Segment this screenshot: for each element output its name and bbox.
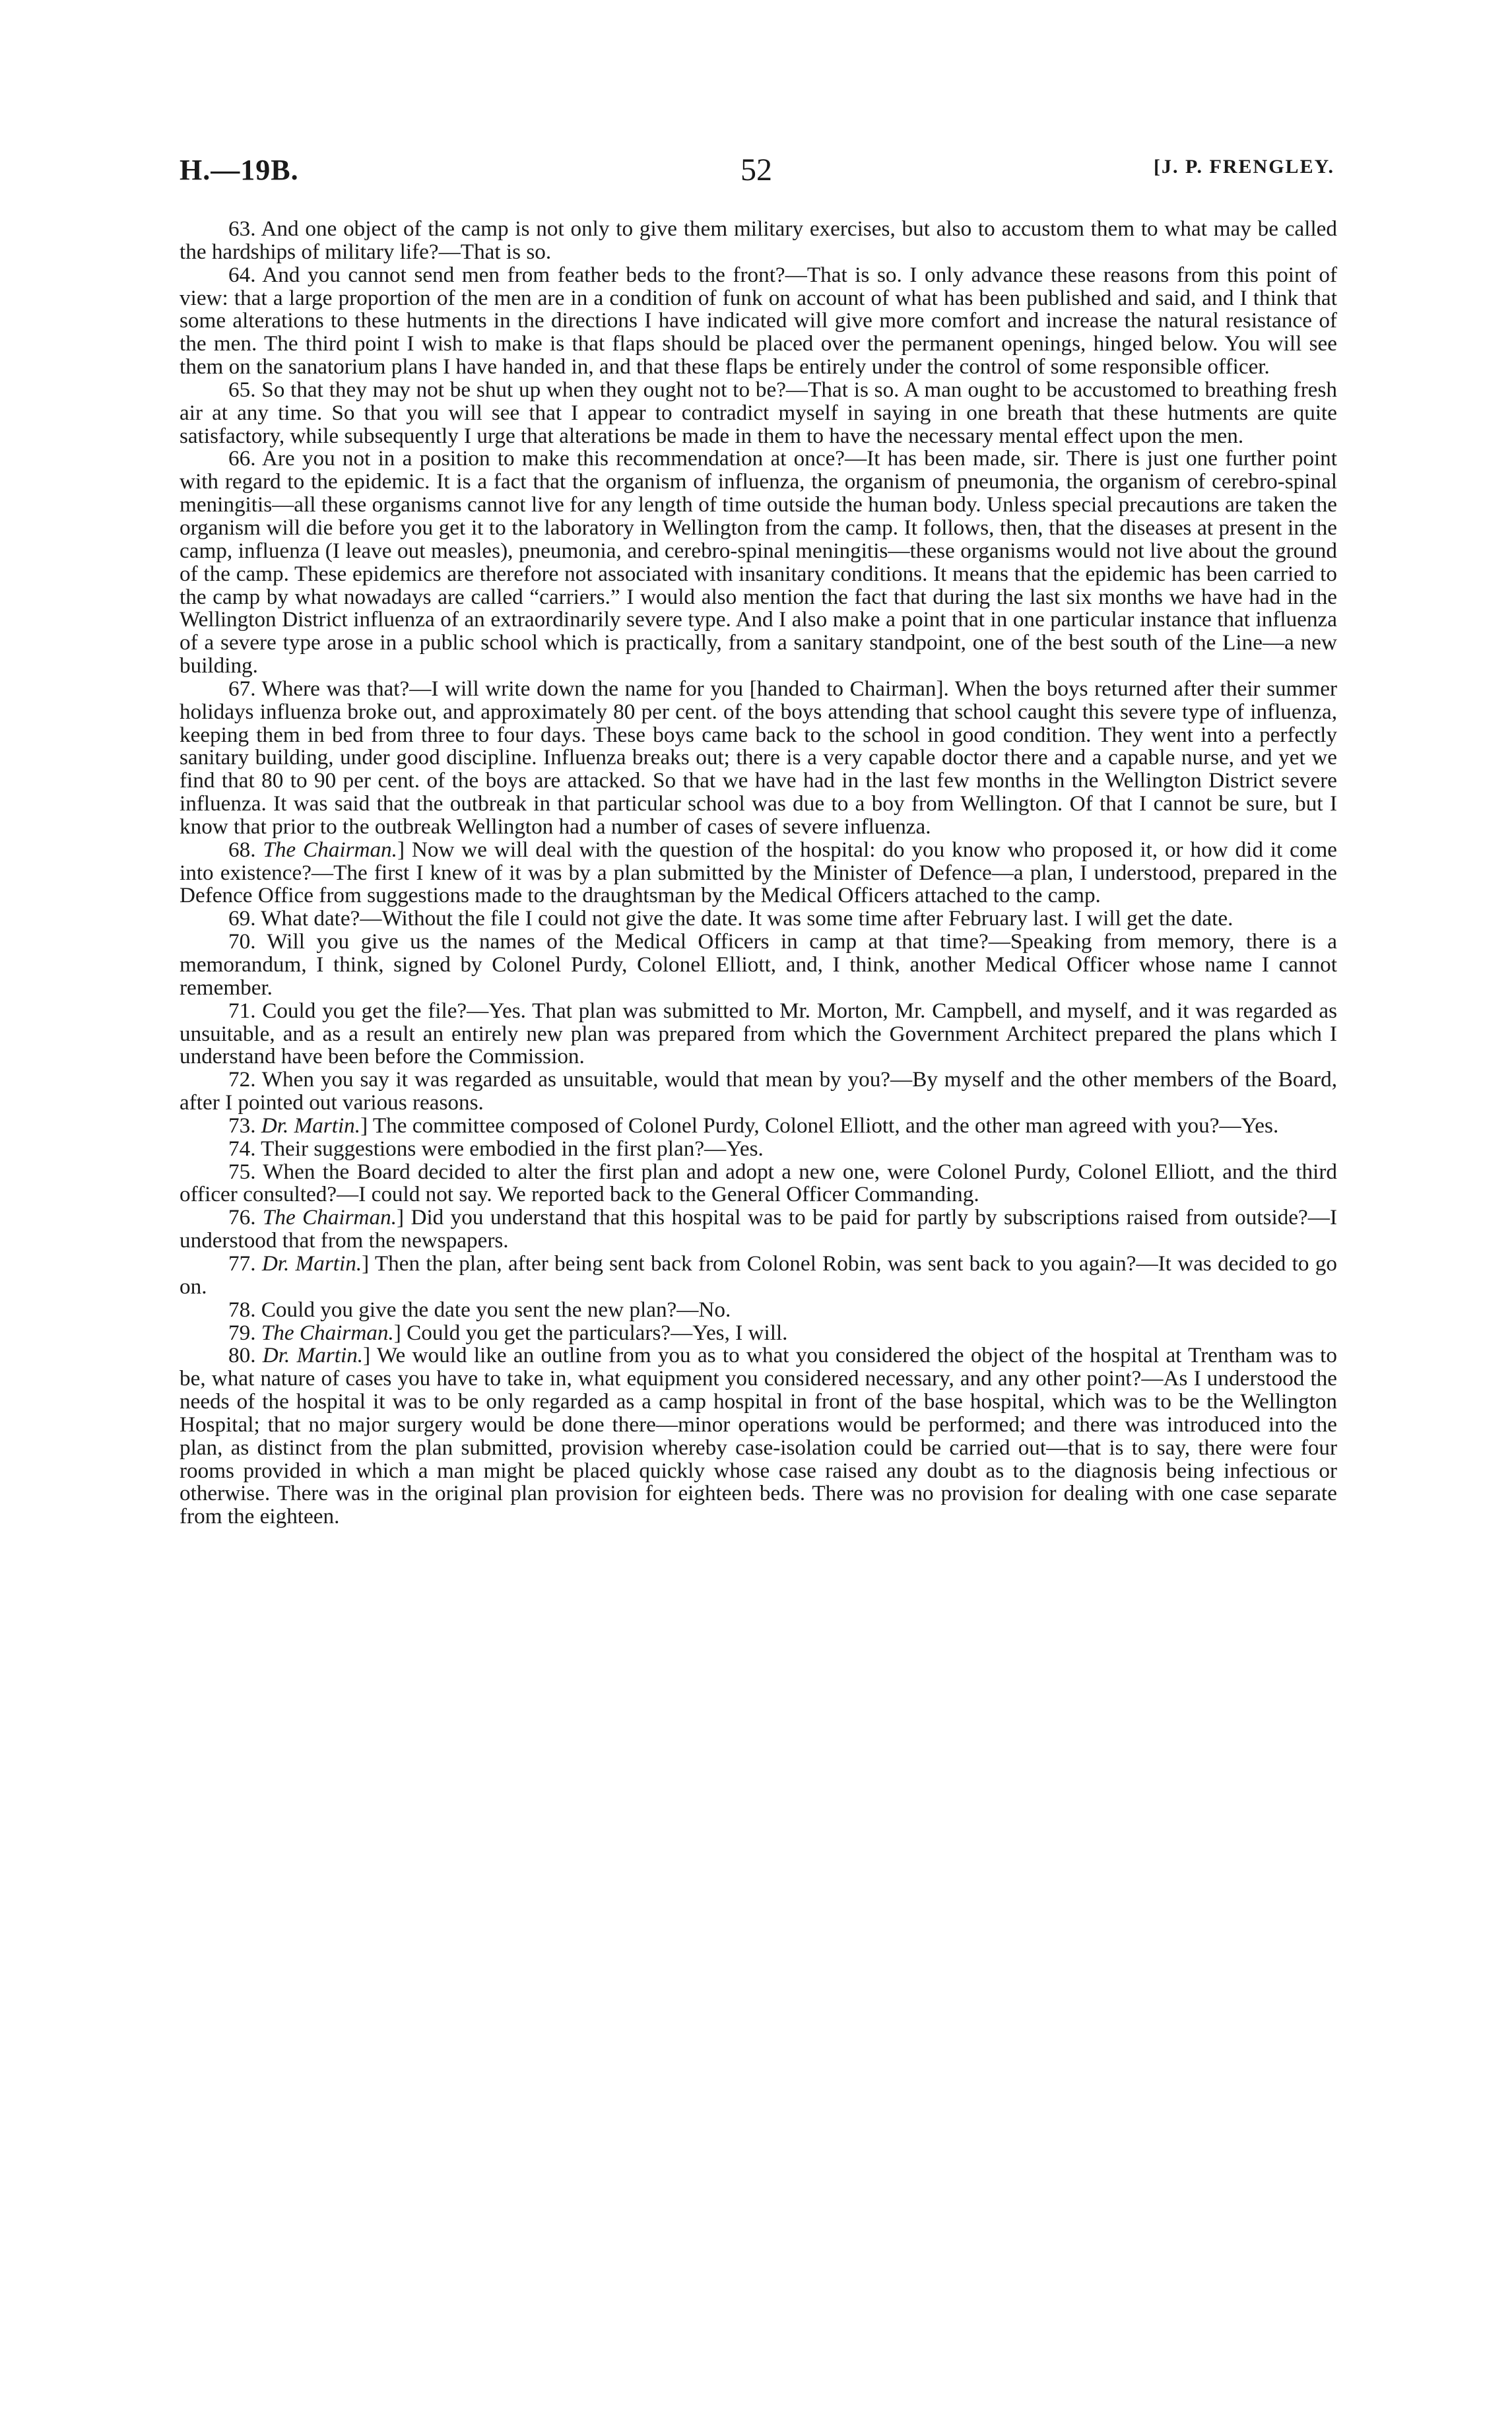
document-reference: H.—19B. xyxy=(180,154,299,186)
paragraph-text: ] Then the plan, after being sent back from Colonel Robin, was sent back to you again?—It was decided to go on. xyxy=(180,1251,1337,1299)
speaker-name: Dr. Martin. xyxy=(261,1251,362,1276)
testimony-paragraph: 67. Where was that?—I will write down the name for you [handed to Chairman]. When the boys returned after their summer holidays influenza broke out, and approximately 80 per cent. of the boys attending that school caught this severe type of influenza, keeping them in bed from three to four days. These boys came back to the school in good condition. They went into a perfectly sanitary building, under good discipline. Influenza breaks out; there is a very capable doctor there and a capable nurse, and yet we find that 80 to 90 per cent. of the boys are attacked. So that we have had in the last few months in the Wellington District severe influenza. It was said that the outbreak in that particular school was due to a boy from Wellington. Of that I cannot be sure, but I know that prior to the outbreak Wellington had a number of cases of severe influenza. xyxy=(180,676,1337,839)
testimony-paragraph xyxy=(180,1253,1337,1299)
paragraph-text: ] The committee composed of Colonel Purdy, Colonel Elliott, and the other man agreed with you?—Yes. xyxy=(360,1113,1279,1138)
paragraph-text: ] Could you get the particulars?—Yes, I will. xyxy=(393,1320,788,1345)
testimony-paragraph: 64. And you cannot send men from feather beds to the front?—That is so. I only advance these reasons from this point of view: that a large proportion of the men are in a condition of funk on account of what has been published and said, and I think that some alterations to these hutments in the directions I have indicated will give more comfort and increase the natural resistance of the men. The third point I wish to make is that flaps should be placed over the permanent openings, hinged below. You will see them on the sanatorium plans I have handed in, and that these flaps be entirely under the control of some responsible officer. xyxy=(180,262,1337,379)
speaker-name: The Chairman. xyxy=(262,1205,397,1230)
testimony-paragraph: 75. When the Board decided to alter the first plan and adopt a new one, were Colonel Purdy, Colonel Elliott, and the third officer consulted?—I could not say. We reported back to the General Officer Commanding. xyxy=(180,1159,1337,1207)
question-number: 80. xyxy=(228,1343,263,1368)
speaker-name: Dr. Martin. xyxy=(261,1113,361,1138)
testimony-paragraph: 66. Are you not in a position to make this recommendation at once?—It has been made, sir. There is just one further point with regard to the epidemic. It is a fact that the organism of influenza, the organism of pneumonia, the organism of cerebro-spinal meningitis—all these organisms cannot live for any length of time outside the human body. Unless special precautions are taken the organism will die before you get it to the laboratory in Wellington from the camp. It follows, then, that the diseases at present in the camp, influenza (I leave out measles), pneumonia, and cerebro-spinal meningitis—these organisms would not live about the ground of the camp. These epidemics are therefore not associated with insanitary conditions. It means that the epidemic has been carried to the camp by what nowadays are called “carriers.” I would also mention the fact that during the last six months we have had in the Wellington District influenza of an extraordinarily severe type. And I also make a point that in one particular instance that influenza of a severe type arose in a public school which is practically, from a sanitary standpoint, one of the best south of the Line—a new building. xyxy=(180,446,1337,678)
paragraph-text: ] We would like an outline from you as to what you considered the object of the hospital at Trentham was to be, what nature of cases you have to take in, what equipment you considered necessary, and any other point?—As I understood the needs of the hospital it was to be only regarded as a camp hospital in front of the base hospital, which was to be the Wellington Hospital; that no major surgery would be done there—minor operations would be performed; and there was introduced into the plan, as distinct from the plan submitted, provision whereby case-isolation could be carried out—that is to say, there were four rooms provided in which a man might be placed quickly whose case raised any doubt as to the diagnosis being infectious or otherwise. There was in the original plan provision for eighteen beds. There was no provision for dealing with one case separate from the eighteen. xyxy=(180,1343,1337,1529)
witness-name: [J. P. FRENGLEY. xyxy=(1154,156,1334,178)
question-number: 68. xyxy=(228,837,263,862)
testimony-paragraph: 69. What date?—Without the file I could not give the date. It was some time after February last. I will get the date. xyxy=(228,906,1233,931)
question-number: 76. xyxy=(228,1205,263,1230)
testimony-paragraph: 70. Will you give us the names of the Medical Officers in camp at that time?—Speaking from memory, there is a memorandum, I think, signed by Colonel Purdy, Colonel Elliott, and, I think, another Medical Officer whose name I cannot remember. xyxy=(180,929,1337,1000)
page-number: 52 xyxy=(740,152,772,187)
paragraph-text: ] Did you understand that this hospital was to be paid for partly by subscriptions raised from outside?—I understood that from the newspapers. xyxy=(180,1205,1338,1253)
testimony-paragraph: 65. So that they may not be shut up when they ought not to be?—That is so. A man ought to be accustomed to breathing fresh air at any time. So that you will see that I appear to contradict myself in saying in one breath that these hutments are quite satisfactory, while subsequently I urge that alterations be made in them to have the necessary mental effect upon the men. xyxy=(180,377,1337,448)
testimony-paragraph: 74. Their suggestions were embodied in the first plan?—Yes. xyxy=(228,1136,764,1161)
question-number: 73. xyxy=(228,1113,261,1138)
question-number: 77. xyxy=(228,1251,262,1276)
testimony-paragraph: 71. Could you get the file?—Yes. That plan was submitted to Mr. Morton, Mr. Campbell, and myself, and it was regarded as unsuitable, and as a result an entirely new plan was prepared from which the Government Architect prepared the plans which I understand have been before the Commission. xyxy=(180,998,1337,1069)
document-body xyxy=(180,218,1337,1528)
testimony-paragraph xyxy=(180,1322,1337,1345)
speaker-name: The Chairman. xyxy=(261,1320,394,1345)
speaker-name: Dr. Martin. xyxy=(262,1343,364,1368)
paragraph-text: ] Now we will deal with the question of the hospital: do you know who proposed it, or how did it come into existence?—The first I knew of it was by a plan submitted by the Minister of Defence—a plan, I understood, prepared in the Defence Office from suggestions made to the draughtsman by the Medical Officers attached to the camp. xyxy=(180,837,1337,908)
testimony-paragraph xyxy=(180,1344,1337,1528)
testimony-paragraph xyxy=(180,839,1337,908)
question-number: 79. xyxy=(228,1320,261,1345)
testimony-paragraph: 63. And one object of the camp is not only to give them military exercises, but also to accustom them to what may be called the hardships of military life?—That is so. xyxy=(180,216,1337,264)
testimony-paragraph: 78. Could you give the date you sent the new plan?—No. xyxy=(228,1297,731,1322)
testimony-paragraph xyxy=(180,1115,1337,1138)
testimony-paragraph xyxy=(180,1206,1337,1253)
page-header xyxy=(180,153,1334,193)
speaker-name: The Chairman. xyxy=(263,837,397,862)
testimony-paragraph: 72. When you say it was regarded as unsuitable, would that mean by you?—By myself and the other members of the Board, after I pointed out various reasons. xyxy=(180,1067,1337,1115)
